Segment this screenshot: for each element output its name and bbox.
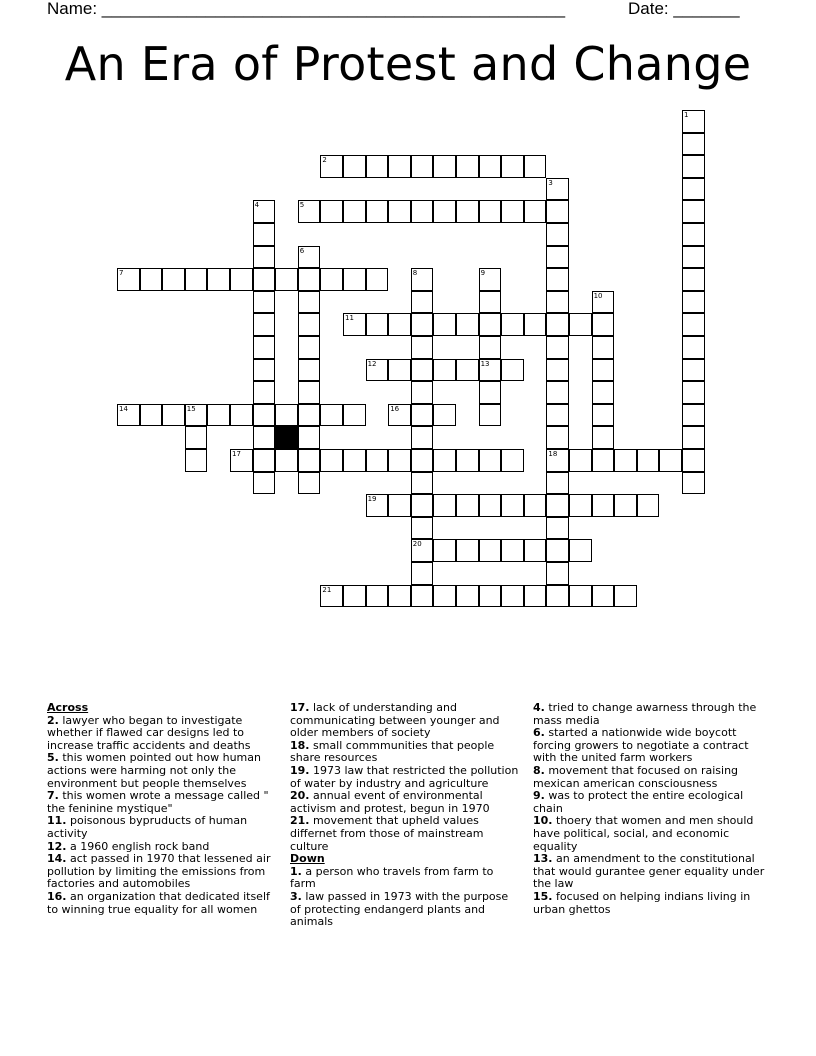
grid-cell[interactable] [320, 268, 343, 291]
page-title: An Era of Protest and Change [64, 37, 752, 91]
grid-cell[interactable] [569, 494, 592, 517]
grid-cell[interactable] [411, 517, 434, 540]
across-clue: 17. lack of understanding and communicating between younger and older members of society [290, 701, 500, 740]
grid-cell[interactable] [411, 200, 434, 223]
across-clue: 12. a 1960 english rock band [47, 839, 210, 853]
grid-cell[interactable] [230, 404, 253, 427]
name-field: Name: _________________________________________________ [47, 0, 566, 18]
grid-cell[interactable] [253, 268, 276, 291]
grid-cell[interactable] [366, 449, 389, 472]
grid-cell[interactable] [592, 449, 615, 472]
grid-cell[interactable] [637, 449, 660, 472]
grid-cell[interactable] [546, 313, 569, 336]
grid-cell[interactable] [456, 313, 479, 336]
clue-number: 6 [299, 246, 305, 255]
grid-cell[interactable] [501, 359, 524, 382]
grid-cell[interactable] [479, 200, 502, 223]
grid-cell[interactable] [546, 585, 569, 608]
grid-cell[interactable] [411, 313, 434, 336]
grid-cell[interactable] [320, 449, 343, 472]
clue-number: 3 [548, 178, 553, 187]
grid-cell[interactable] [343, 200, 366, 223]
grid-cell[interactable] [411, 336, 434, 359]
grid-cell[interactable] [659, 449, 682, 472]
grid-cell[interactable] [524, 585, 547, 608]
grid-cell[interactable] [207, 268, 230, 291]
clue-number: 10 [593, 291, 603, 300]
grid-cell[interactable] [433, 200, 456, 223]
grid-cell[interactable] [230, 268, 253, 291]
clue-number: 7 [119, 269, 124, 278]
grid-cell[interactable] [546, 562, 569, 585]
grid-cell[interactable] [140, 404, 163, 427]
grid-cell[interactable] [546, 268, 569, 291]
grid-cell[interactable] [366, 155, 389, 178]
clues-column-1 [47, 702, 277, 916]
grid-cell[interactable] [343, 313, 366, 336]
grid-cell[interactable] [479, 585, 502, 608]
grid-cell[interactable] [682, 133, 705, 156]
grid-cell[interactable] [298, 472, 321, 495]
grid-cell[interactable] [637, 494, 660, 517]
grid-cell[interactable] [253, 223, 276, 246]
grid-cell[interactable] [524, 494, 547, 517]
grid-cell[interactable] [140, 268, 163, 291]
grid-cell[interactable] [682, 223, 705, 246]
grid-cell[interactable] [682, 291, 705, 314]
grid-cell[interactable] [433, 449, 456, 472]
down-clue: 1. a person who travels from farm to farm [290, 864, 494, 891]
grid-cell[interactable] [411, 381, 434, 404]
across-clue: 7. this women wrote a message called " the feninine mystique" [47, 789, 269, 815]
clues-column-2 [290, 702, 522, 929]
down-clue: 3. law passed in 1973 with the purpose of protecting endangerd plants and animals [290, 889, 509, 929]
grid-cell[interactable] [569, 449, 592, 472]
grid-cell[interactable] [456, 494, 479, 517]
grid-cell[interactable] [411, 155, 434, 178]
grid-cell[interactable] [253, 472, 276, 495]
grid-cell[interactable] [546, 200, 569, 223]
grid-cell[interactable] [501, 539, 524, 562]
grid-cell[interactable] [117, 404, 140, 427]
clues-column-3 [533, 702, 769, 916]
grid-cell[interactable] [682, 449, 705, 472]
grid-cell[interactable] [343, 449, 366, 472]
across-clue: 14. act passed in 1970 that lessened air pollution by limiting the emissions from factories and automobiles [47, 852, 271, 891]
across-clue: 18. small commmunities that people share resources [290, 738, 495, 765]
clue-number: 2 [322, 156, 327, 165]
grid-cell[interactable] [479, 291, 502, 314]
grid-cell[interactable] [366, 313, 389, 336]
grid-cell[interactable] [185, 449, 208, 472]
clue-number: 5 [299, 201, 305, 210]
grid-cell[interactable] [388, 313, 411, 336]
grid-cell[interactable] [682, 404, 705, 427]
grid-cell[interactable] [185, 426, 208, 449]
grid-cell[interactable] [298, 426, 321, 449]
grid-cell[interactable] [388, 359, 411, 382]
grid-cell[interactable] [117, 268, 140, 291]
grid-cell[interactable] [298, 313, 321, 336]
grid-cell[interactable] [592, 381, 615, 404]
grid-cell[interactable] [546, 426, 569, 449]
grid-cell[interactable] [592, 313, 615, 336]
grid-cell[interactable] [411, 449, 434, 472]
grid-cell[interactable] [411, 426, 434, 449]
grid-cell[interactable] [569, 539, 592, 562]
across-clue: 5. this women pointed out how human actions were harming not only the environment but people themselves [47, 751, 261, 790]
grid-cell[interactable] [682, 268, 705, 291]
grid-cell[interactable] [411, 585, 434, 608]
grid-cell[interactable] [456, 585, 479, 608]
grid-cell[interactable] [320, 585, 343, 608]
clue-number: 16 [390, 404, 400, 413]
grid-cell[interactable] [433, 539, 456, 562]
grid-cell[interactable] [411, 359, 434, 382]
clue-number: 17 [232, 450, 241, 458]
grid-cell[interactable] [479, 268, 502, 291]
grid-cell[interactable] [298, 404, 321, 427]
across-heading: Across [47, 701, 89, 714]
across-clue: 16. an organization that dedicated itself to winning true equality for all women [47, 889, 270, 916]
grid-cell[interactable] [411, 494, 434, 517]
grid-cell[interactable] [524, 155, 547, 178]
grid-cell[interactable] [433, 155, 456, 178]
grid-cell[interactable] [614, 494, 637, 517]
grid-cell[interactable] [162, 404, 185, 427]
grid-cell[interactable] [388, 585, 411, 608]
grid-cell[interactable] [682, 336, 705, 359]
clue-number: 1 [684, 111, 689, 119]
grid-cell[interactable] [253, 246, 276, 269]
clue-number: 21 [322, 585, 332, 594]
grid-cell[interactable] [501, 585, 524, 608]
grid-cell[interactable] [253, 449, 276, 472]
grid-cell[interactable] [366, 585, 389, 608]
grid-cell[interactable] [479, 313, 502, 336]
grid-cell[interactable] [275, 268, 298, 291]
grid-cell[interactable] [298, 449, 321, 472]
grid-cell[interactable] [298, 200, 321, 223]
grid-cell[interactable] [592, 494, 615, 517]
grid-cell[interactable] [546, 336, 569, 359]
clue-number: 19 [367, 495, 377, 504]
grid-cell[interactable] [592, 585, 615, 608]
grid-cell[interactable] [411, 268, 434, 291]
grid-cell[interactable] [592, 426, 615, 449]
grid-cell[interactable] [253, 313, 276, 336]
grid-cell[interactable] [185, 404, 208, 427]
grid-cell[interactable] [320, 404, 343, 427]
grid-cell[interactable] [162, 268, 185, 291]
grid-cell[interactable] [592, 291, 615, 314]
grid-cell[interactable] [682, 246, 705, 269]
clue-number: 15 [186, 404, 196, 413]
grid-cell[interactable] [501, 449, 524, 472]
grid-cell[interactable] [433, 585, 456, 608]
grid-cell[interactable] [320, 155, 343, 178]
down-clue: 4. tried to change awarness through the mass media [533, 701, 757, 727]
down-clue: 9. was to protect the entire ecological chain [533, 789, 744, 815]
grid-cell[interactable] [298, 381, 321, 404]
grid-cell[interactable] [411, 539, 434, 562]
grid-cell[interactable] [343, 268, 366, 291]
grid-cell[interactable] [592, 336, 615, 359]
grid-cell[interactable] [366, 200, 389, 223]
clue-number: 8 [412, 269, 418, 278]
grid-cell[interactable] [682, 426, 705, 449]
grid-cell[interactable] [411, 472, 434, 495]
grid-cell[interactable] [682, 178, 705, 201]
grid-cell[interactable] [479, 381, 502, 404]
grid-cell[interactable] [456, 359, 479, 382]
grid-cell[interactable] [479, 494, 502, 517]
clue-number: 14 [119, 404, 128, 413]
grid-cell[interactable] [411, 291, 434, 314]
grid-cell[interactable] [456, 449, 479, 472]
grid-cell[interactable] [546, 494, 569, 517]
clue-number: 9 [480, 269, 486, 278]
grid-cell[interactable] [592, 404, 615, 427]
across-clue: 19. 1973 law that restricted the pollution of water by industry and agriculture [290, 763, 519, 790]
grid-cell[interactable] [253, 200, 276, 223]
across-clue: 2. lawyer who began to investigate whether if flawed car designs led to increase traffic accidents and deaths [47, 713, 251, 752]
grid-cell[interactable] [275, 404, 298, 427]
grid-cell[interactable] [682, 155, 705, 178]
grid-cell[interactable] [546, 404, 569, 427]
grid-cell[interactable] [433, 494, 456, 517]
grid-cell[interactable] [569, 585, 592, 608]
across-clue: 11. poisonous bypruducts of human activity [47, 814, 248, 840]
grid-cell[interactable] [479, 404, 502, 427]
grid-cell[interactable] [366, 268, 389, 291]
grid-cell[interactable] [524, 539, 547, 562]
grid-cell[interactable] [546, 381, 569, 404]
grid-cell[interactable] [388, 200, 411, 223]
grid-cell[interactable] [298, 291, 321, 314]
grid-cell[interactable] [433, 404, 456, 427]
grid-cell[interactable] [207, 404, 230, 427]
grid-cell[interactable] [253, 336, 276, 359]
grid-cell[interactable] [682, 110, 705, 133]
grid-cell[interactable] [388, 449, 411, 472]
grid-cell[interactable] [546, 178, 569, 201]
grid-cell[interactable] [524, 200, 547, 223]
grid-cell[interactable] [411, 562, 434, 585]
grid-cell[interactable] [298, 359, 321, 382]
grid-cell[interactable] [524, 313, 547, 336]
grid-cell[interactable] [456, 200, 479, 223]
grid-cell[interactable] [546, 223, 569, 246]
grid-cell[interactable] [682, 313, 705, 336]
down-clue: 10. thoery that women and men should have political, social, and economic equality [533, 814, 754, 853]
grid-cell[interactable] [546, 291, 569, 314]
date-field: Date: _______ [628, 0, 740, 18]
grid-cell[interactable] [479, 449, 502, 472]
grid-cell[interactable] [501, 313, 524, 336]
grid-cell[interactable] [479, 155, 502, 178]
down-clue: 15. focused on helping indians living in urban ghettos [533, 889, 751, 916]
grid-cell[interactable] [546, 472, 569, 495]
grid-cell[interactable] [253, 359, 276, 382]
grid-cell[interactable] [366, 359, 389, 382]
grid-cell[interactable] [682, 472, 705, 495]
grid-cell[interactable] [433, 313, 456, 336]
grid-cell[interactable] [343, 585, 366, 608]
grid-cell[interactable] [546, 517, 569, 540]
grid-cell[interactable] [388, 155, 411, 178]
grid-cell[interactable] [546, 246, 569, 269]
down-clue: 6. started a nationwide wide boycott forcing growers to negotiate a contract with the united farm workers [533, 726, 749, 765]
grid-cell[interactable] [614, 449, 637, 472]
grid-cell[interactable] [230, 449, 253, 472]
grid-cell[interactable] [479, 539, 502, 562]
grid-cell[interactable] [501, 200, 524, 223]
across-clue: 21. movement that upheld values differnet from those of mainstream culture [290, 814, 484, 853]
grid-cell[interactable] [682, 359, 705, 382]
grid-cell[interactable] [501, 155, 524, 178]
down-clue: 8. movement that focused on raising mexican american consciousness [533, 763, 739, 790]
grid-cell[interactable] [298, 246, 321, 269]
down-clue: 13. an amendment to the constitutional that would gurantee gener equality under the law [533, 852, 765, 891]
clue-number: 20 [412, 540, 422, 549]
grid-cell[interactable] [479, 336, 502, 359]
grid-cell[interactable] [546, 359, 569, 382]
grid-cell[interactable] [682, 200, 705, 223]
clue-number: 4 [254, 201, 260, 210]
grid-cell[interactable] [253, 381, 276, 404]
grid-cell[interactable] [320, 200, 343, 223]
grid-cell[interactable] [298, 336, 321, 359]
down-heading: Down [290, 852, 325, 866]
clue-number: 11 [345, 314, 354, 323]
grid-cell[interactable] [343, 404, 366, 427]
grid-cell[interactable] [253, 426, 276, 449]
grid-cell[interactable] [456, 155, 479, 178]
grid-cell[interactable] [501, 494, 524, 517]
grid-cell[interactable] [614, 585, 637, 608]
grid-cell[interactable] [479, 359, 502, 382]
clue-number: 18 [548, 450, 558, 458]
grid-cell[interactable] [388, 404, 411, 427]
grid-cell[interactable] [546, 449, 569, 472]
clue-number: 13 [480, 359, 490, 368]
grid-cell[interactable] [253, 404, 276, 427]
grid-cell[interactable] [275, 449, 298, 472]
clue-number: 12 [367, 359, 377, 368]
grid-cell[interactable] [569, 313, 592, 336]
grid-cell[interactable] [546, 539, 569, 562]
grid-cell[interactable] [433, 359, 456, 382]
grid-cell[interactable] [456, 539, 479, 562]
grid-cell[interactable] [298, 268, 321, 291]
grid-cell[interactable] [682, 381, 705, 404]
grid-cell[interactable] [411, 404, 434, 427]
black-square [275, 426, 298, 449]
grid-cell[interactable] [366, 494, 389, 517]
grid-cell[interactable] [388, 494, 411, 517]
grid-cell[interactable] [185, 268, 208, 291]
grid-cell[interactable] [343, 155, 366, 178]
grid-cell[interactable] [253, 291, 276, 314]
across-clue: 20. annual event of environmental activism and protest, begun in 1970 [290, 789, 490, 815]
grid-cell[interactable] [592, 359, 615, 382]
